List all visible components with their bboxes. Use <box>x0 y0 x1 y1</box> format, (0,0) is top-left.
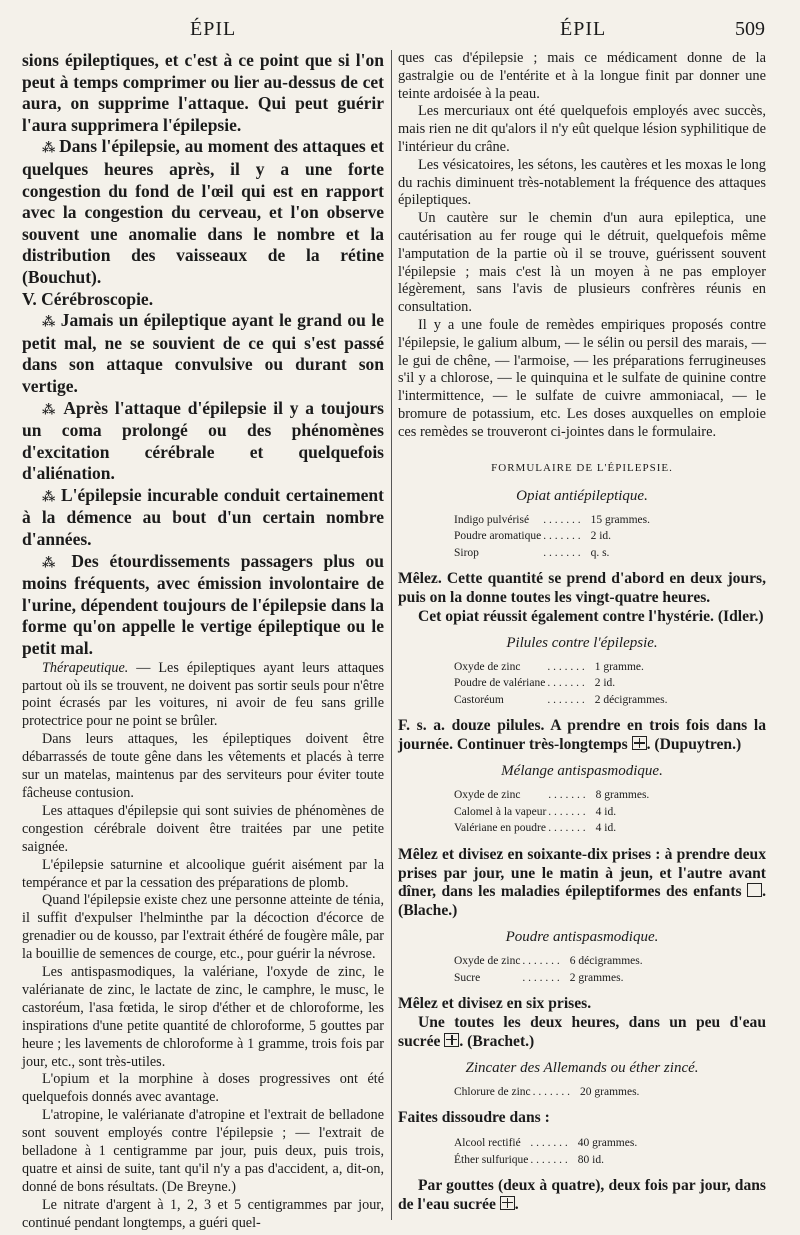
right-paragraph <box>398 157 766 210</box>
left-paragraph <box>22 1107 384 1197</box>
ingredient-quantity: 2 grammes. <box>569 971 624 984</box>
right-intro-paragraphs <box>398 50 766 442</box>
ingredient-quantity: 1 gramme. <box>594 660 644 673</box>
leader-dots: . . . . . . . <box>543 513 581 526</box>
recipe-5-note: Faites dissoudre dans : <box>398 1109 550 1127</box>
leader-dots: . . . . . . . <box>547 693 585 706</box>
left-paragraph <box>22 485 384 551</box>
recipe-2-table <box>452 658 670 710</box>
recipe-5-table-2 <box>452 1134 639 1169</box>
recipe-3-title: Mélange antispasmodique. <box>501 763 663 780</box>
left-paragraph <box>22 289 384 311</box>
recipe-row <box>454 1136 637 1151</box>
leader-dots: . . . . . . . <box>543 530 581 543</box>
recipe-4-title: Poudre antispasmodique. <box>505 929 659 946</box>
recipe-1-note-2: Cet opiat réussit également contre l'hystérie. (Idler.) <box>418 607 764 625</box>
left-paragraph <box>22 136 384 288</box>
ingredient-quantity: 8 grammes. <box>595 789 650 802</box>
right-paragraph-text: Les vésicatoires, les sétons, les cautères et les moxas le long du rachis diminuent très-notablement la fréquence des attaques épileptiques. <box>398 156 766 209</box>
recipe-2-note-text: F. s. a. douze pilules. A prendre en trois fois dans la journée. Continuer très-longtemps <box>398 717 766 754</box>
recipe-3-note-source: . (Blache.) <box>398 883 766 920</box>
ingredient-quantity: 40 grammes. <box>577 1137 638 1150</box>
left-paragraph-text: L'opium et la morphine à doses progressives ont été quelquefois donnés avec avantage. <box>22 1071 384 1106</box>
recipe-row <box>454 971 643 986</box>
empty-square-icon <box>747 883 762 897</box>
leader-dots: . . . . . . . <box>522 971 560 984</box>
recipe-4-note-2 <box>398 1014 766 1052</box>
recipe-row <box>454 1085 639 1100</box>
left-paragraph <box>22 1071 384 1107</box>
therapeutique-label: Thérapeutique. <box>42 659 129 676</box>
recipe-1-table <box>452 511 652 563</box>
ingredient-name: Oxyde de zinc <box>454 955 521 968</box>
recipe-3-note-text: Mêlez et divisez en soixante-dix prises : à prendre deux prises par jour, une le matin à jeun, et l'autre avant dîner, dans les maladies épileptiformes des enfants <box>398 845 766 901</box>
ingredient-name: Sucre <box>454 971 481 984</box>
ingredient-name: Chlorure de zinc <box>454 1085 531 1098</box>
left-paragraph <box>22 964 384 1071</box>
ingredient-quantity: 20 grammes. <box>580 1085 640 1098</box>
left-paragraph <box>22 551 384 660</box>
ingredient-quantity: 4 id. <box>595 805 617 818</box>
recipe-2-note <box>398 717 766 755</box>
leader-dots: . . . . . . . <box>547 677 585 690</box>
left-paragraph-text: Jamais un épileptique ayant le grand ou le petit mal, ne se souvient de ce qui s'est passé dans son attaque convulsive ou durant son vertige. <box>22 310 384 396</box>
ingredient-name: Valériane en poudre <box>454 822 546 835</box>
recipe-row <box>454 954 643 969</box>
ingredient-name: Sirop <box>454 546 479 559</box>
boxed-plus-icon <box>500 1196 515 1210</box>
right-column <box>398 50 766 1215</box>
recipe-row <box>454 513 650 528</box>
right-paragraph-text: ques cas d'épilepsie ; mais ce médicament donne de la gastralgie ou de l'entérite et à la longue finit par donner une teinte ardoisée à la peau. <box>398 50 766 102</box>
ingredient-name: Éther sulfurique <box>454 1153 529 1166</box>
left-paragraph-text: Le nitrate d'argent à 1, 2, 3 et 5 centigrammes par jour, continué pendant longtemps, a guéri quel- <box>22 1196 384 1231</box>
right-paragraph-text: Il y a une foule de remèdes empiriques proposés contre l'épilepsie, le galium album, — le sélin ou persil des marais, — le gui de chêne, — l'armoise, — les préparations ferrugineuses s'il y a chlorose, — le quinquina et le sulfate de quinine contre l'intermittence, — le sulfate de cuivre ammoniacal, — le bromure de potassium, etc. Les doses auxquelles on emploie ces remèdes se trouveront ci-jointes dans le formulaire. <box>398 316 766 440</box>
left-paragraph <box>22 50 384 136</box>
left-paragraph <box>22 892 384 964</box>
recipe-row <box>454 529 650 544</box>
leader-dots: . . . . . . . <box>522 955 560 968</box>
ingredient-quantity: 2 id. <box>590 530 612 543</box>
left-column <box>22 50 384 1233</box>
recipe-5-note-2-text: Par gouttes (deux à quatre), deux fois par jour, dans de l'eau sucrée <box>398 1177 766 1213</box>
left-paragraph <box>22 1197 384 1233</box>
left-paragraph-text: V. Cérébroscopie. <box>22 288 154 309</box>
left-paragraph-text: Les attaques d'épilepsie qui sont suivies de phénomènes de congestion cérébrale doivent être traitées par une petite saignée. <box>22 802 384 855</box>
right-paragraph <box>398 317 766 442</box>
ingredient-name: Indigo pulvérisé <box>454 513 530 526</box>
left-paragraph <box>22 310 384 397</box>
left-paragraph <box>22 731 384 803</box>
ingredient-quantity: 15 grammes. <box>590 513 650 526</box>
page-number: 509 <box>735 18 765 40</box>
recipe-row <box>454 788 649 803</box>
leader-dots: . . . . . . . <box>543 546 581 559</box>
leader-dots: . . . . . . . <box>548 789 586 802</box>
recipe-4-note-2-text: Une toutes les deux heures, dans un peu d'eau sucrée <box>398 1014 766 1050</box>
recipe-row <box>454 546 650 561</box>
ingredient-name: Calomel à la vapeur <box>454 805 547 818</box>
ingredient-quantity: 6 décigrammes. <box>569 955 643 968</box>
leader-dots: . . . . . . . <box>530 1153 568 1166</box>
left-paragraph-text: Dans l'épilepsie, au moment des attaques et quelques heures après, il y a une forte congestion du fond de l'œil qui est en rapport avec la congestion du cerveau, et l'on observe souvent une anomalie dans le nombre et la distribution des vaisseaux de la rétine (Bouchut). <box>22 136 384 287</box>
left-paragraph-text: Après l'attaque d'épilepsie il y a toujours un coma prolongé ou des phénomènes d'excitation cérébrale et quelquefois d'aliénation. <box>22 397 384 484</box>
ingredient-quantity: q. s. <box>590 546 610 559</box>
recipe-row <box>454 693 668 708</box>
recipe-4-note-2-source: . (Brachet.) <box>459 1032 535 1050</box>
ingredient-name: Alcool rectifié <box>454 1137 521 1150</box>
recipe-1-note: Mêlez. Cette quantité se prend d'abord en deux jours, puis on la donne toutes les vingt-quatre heures. <box>398 570 766 607</box>
recipe-4-table <box>452 952 645 987</box>
recipe-5-note-2-end: . <box>514 1196 519 1213</box>
leader-dots: . . . . . . . <box>548 805 586 818</box>
asterism-icon: ⁂ <box>42 140 60 156</box>
recipe-5-note-2 <box>398 1177 766 1215</box>
ingredient-quantity: 80 id. <box>577 1153 604 1166</box>
asterism-icon: ⁂ <box>42 488 61 504</box>
asterism-icon: ⁂ <box>42 314 61 330</box>
recipe-1-title: Opiat antiépileptique. <box>516 487 648 504</box>
left-paragraph <box>22 857 384 893</box>
recipe-2-note-source: . (Dupuytren.) <box>646 736 742 754</box>
recipe-row <box>454 805 649 820</box>
right-paragraph <box>398 210 766 317</box>
recipe-4-note: Mêlez et divisez en six prises. <box>398 995 592 1013</box>
right-paragraph-text: Un cautère sur le chemin d'un aura epileptica, une cautérisation au fer rouge qui le détruit, quelquefois même l'amputation de la partie où il se trouve, guérissent souvent l'épilepsie ; mais c'est là un moyen à ne pas employer légèrement, sans l'avis de plusieurs confrères réunis en consultation. <box>398 210 766 316</box>
left-paragraph-text: Des étourdissements passagers plus ou moins fréquents, avec émission involontaire de l'urine, dépendent toujours de l'épilepsie dans la forme qu'on appelle le vertige épileptique ou le petit mal. <box>22 550 384 659</box>
left-paragraph-text: — Les épileptiques ayant leurs attaques partout où ils se trouvent, ne doivent pas sortir seuls pour n'être point écrasés par les voitures, ni avoir de feu sans grille protectrice pour ne point se brûler. <box>22 659 384 730</box>
leader-dots: . . . . . . . <box>530 1137 568 1150</box>
right-paragraph <box>398 103 766 156</box>
recipe-3-table <box>452 786 651 838</box>
left-paragraph-text: Les antispasmodiques, la valériane, l'oxyde de zinc, le valérianate de zinc, le lactate de zinc, le camphre, le musc, le castoréum, l'asa fœtida, le sirop d'éther et de chloroforme, les inspirations d'une petite quantité de chloroforme, 5 gouttes par heure ; les lavements de chloroforme à 1 gramme, trois fois par jour, etc., sont très-utiles. <box>22 964 384 1070</box>
ingredient-quantity: 2 id. <box>594 677 616 690</box>
ingredient-name: Oxyde de zinc <box>454 660 521 673</box>
recipe-row <box>454 660 668 675</box>
recipe-row <box>454 1153 637 1168</box>
header-center-word: ÉPIL <box>560 18 607 40</box>
recipe-5-title: Zincater des Allemands ou éther zincé. <box>465 1059 699 1076</box>
ingredient-name: Oxyde de zinc <box>454 789 521 802</box>
boxed-plus-icon <box>632 736 647 750</box>
boxed-plus-icon <box>444 1033 459 1047</box>
recipe-row <box>454 676 668 691</box>
left-paragraph-text: Quand l'épilepsie existe chez une personne atteinte de ténia, il suffit d'expulser l'helminthe par la décoction d'écorce de grenadier ou de kousso, par l'extrait éthéré de fougère mâle, par la bouillie de semences de courge, etc., pour guérir la névrose. <box>22 892 384 963</box>
leader-dots: . . . . . . . <box>547 660 585 673</box>
left-paragraph-text: Dans leurs attaques, les épileptiques doivent être débarrassés de toute gêne dans les vêtements et placés à terre sur un matelas, maintenus par des serviteurs pour éviter toute fâcheuse contusion. <box>22 731 384 801</box>
leader-dots: . . . . . . . <box>548 822 586 835</box>
column-divider <box>391 50 392 1220</box>
right-paragraph <box>398 50 766 103</box>
left-paragraph <box>22 803 384 857</box>
left-paragraph <box>22 398 384 485</box>
recipe-5-table <box>452 1083 641 1102</box>
running-header <box>0 18 800 48</box>
left-paragraph-text: sions épileptiques, et c'est à ce point que si l'on peut à temps comprimer ou lier au-dessus de cet aura, on supprime l'attaque. Qui peut guérir l'aura supprimera l'épilepsie. <box>22 50 384 135</box>
recipe-2-title: Pilules contre l'épilepsie. <box>506 634 658 651</box>
leader-dots: . . . . . . . <box>532 1085 571 1098</box>
left-paragraph-text: L'épilepsie incurable conduit certainement à la démence au bout d'un certain nombre d'années. <box>22 484 384 550</box>
ingredient-name: Poudre de valériane <box>454 677 546 690</box>
right-paragraph-text: Les mercuriaux ont été quelquefois employés avec succès, mais rien ne dit qu'alors il n'y eût quelque lésion syphilitique de l'intérieur du crâne. <box>398 103 766 155</box>
header-left-word: ÉPIL <box>190 18 237 40</box>
recipe-row <box>454 821 649 836</box>
ingredient-quantity: 4 id. <box>595 822 617 835</box>
ingredient-name: Castoréum <box>454 693 504 706</box>
left-paragraph-text: L'atropine, le valérianate d'atropine et l'extrait de belladone sont souvent employés contre l'épilepsie ; — l'extrait de belladone à 1 centigramme par jour, puis deux, puis trois, quatre et ainsi de suite, tant qu'il n'y a pas d'accident, a, dit-on, donné de bons résultats. (De Breyne.) <box>22 1107 384 1195</box>
left-paragraph <box>22 660 384 732</box>
left-paragraph-text: L'épilepsie saturnine et alcoolique guérit aisément par la tempérance et par la cessation des préparations de plomb. <box>22 856 384 891</box>
recipe-3-note <box>398 846 766 921</box>
asterism-icon: ⁂ <box>42 554 72 570</box>
asterism-icon: ⁂ <box>42 401 64 417</box>
ingredient-name: Poudre aromatique <box>454 530 542 543</box>
formulaire-title: FORMULAIRE DE L'ÉPILEPSIE. <box>491 461 673 474</box>
ingredient-quantity: 2 décigrammes. <box>594 693 668 706</box>
